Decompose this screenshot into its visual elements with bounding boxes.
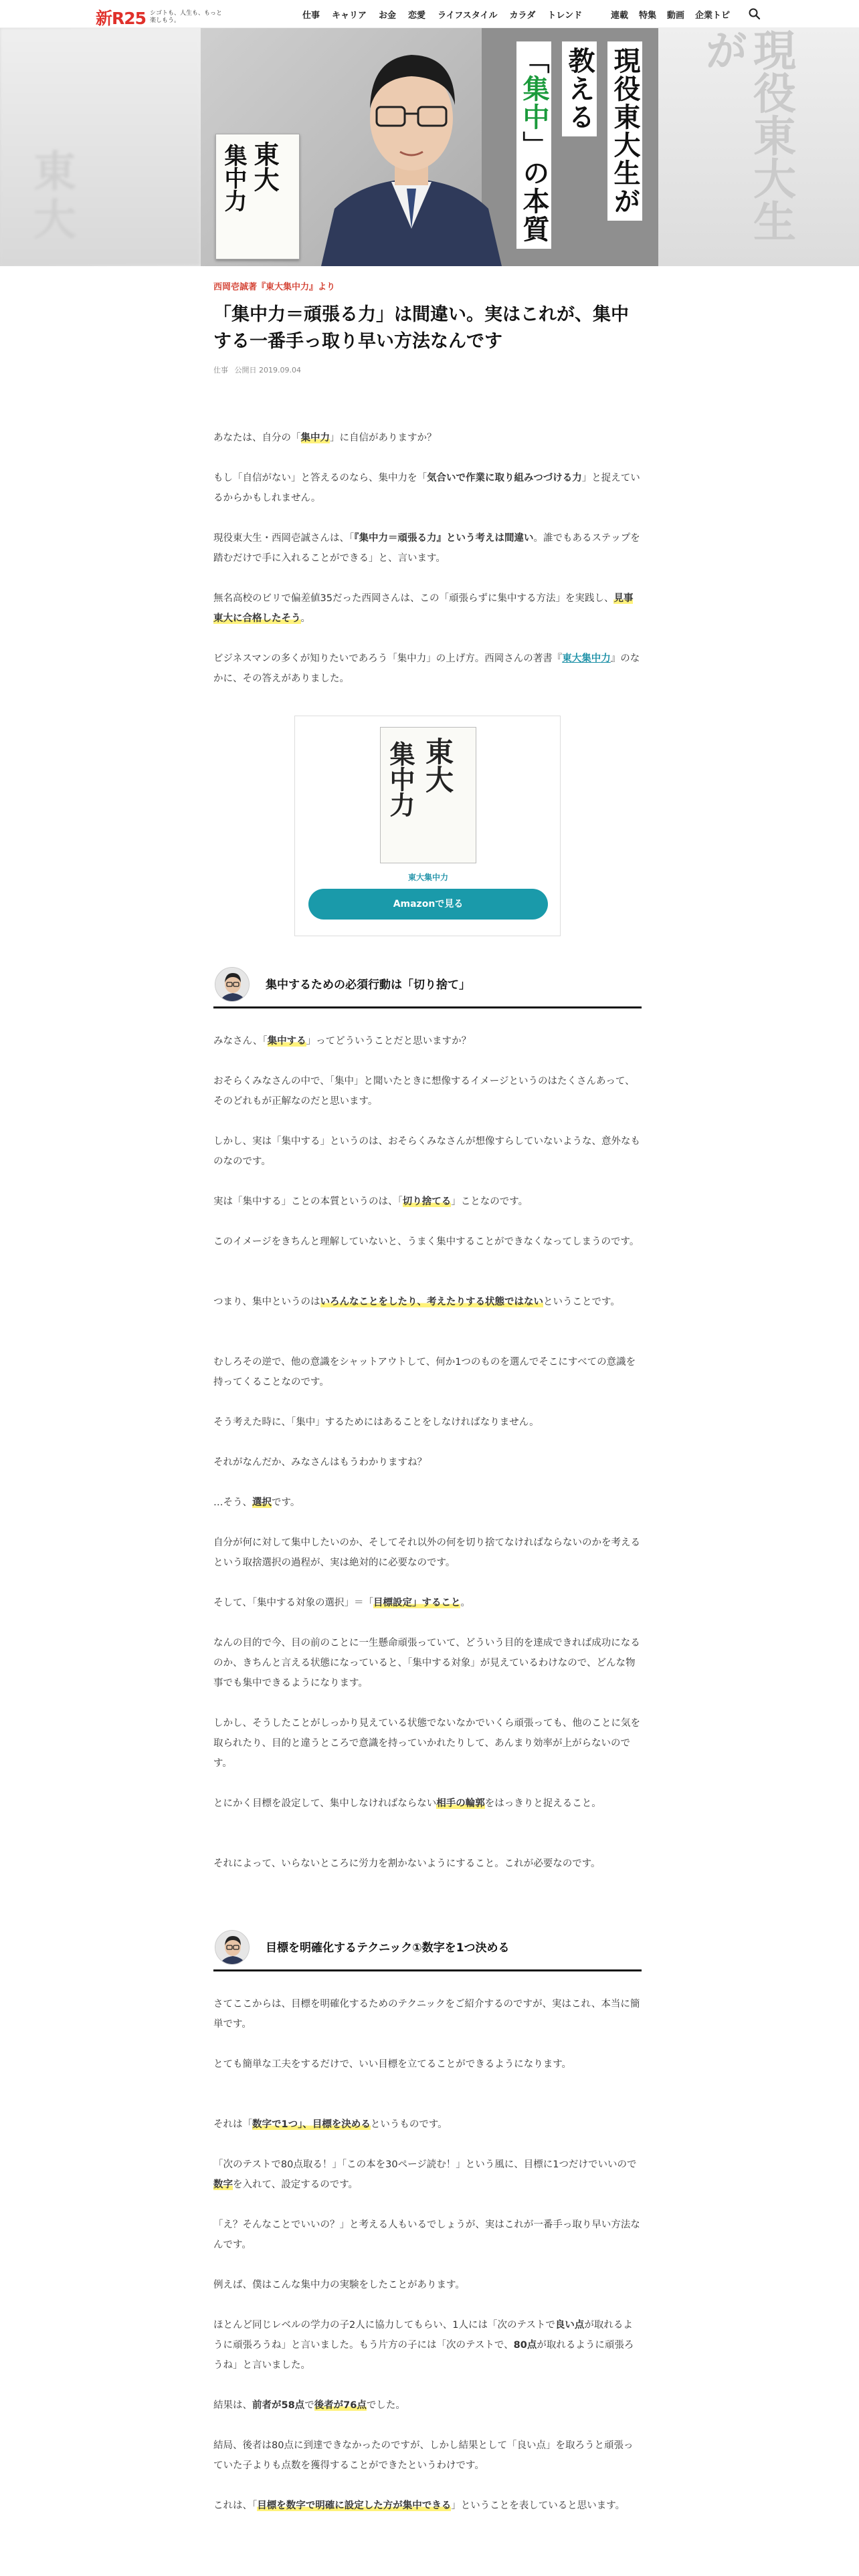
highlight-text: 目標設定」すること: [373, 1598, 461, 1608]
hero-image: [0, 28, 859, 266]
publish-date: 公開日 2019.09.04: [234, 366, 301, 374]
nav-item-5[interactable]: カラダ: [509, 11, 536, 21]
nav-item-secondary-0[interactable]: 連載: [611, 11, 629, 21]
body-paragraph: 結局、後者は80点に到達できなかったのですが、しかし結果として「良い点」を取ろうと頑張っていた子よりも点数を獲得することができたというわけです。: [213, 2440, 634, 2471]
hero-title-accent: 集中: [518, 75, 549, 131]
hero-book-cover: [215, 134, 300, 259]
article-body: [213, 428, 642, 2576]
hero-title-line: 現役東大生が: [607, 41, 642, 221]
hero-title-line: 教える: [562, 41, 597, 136]
body-paragraph: 「次のテストで80点取る！」「この本を30ページ読む！」という風に、目標に1つだけでいいので数字を入れて、設定するのです。: [213, 2159, 637, 2190]
hero-title-line: 「集中」の本質: [516, 41, 551, 249]
body-paragraph: 現役東大生・西岡壱誠さんは、「『集中力＝頑張る力』という考えは間違い。誰でもあるステップを踏むだけで手に入れることができる」と、言います。: [213, 533, 640, 564]
hero-photo: [201, 28, 658, 266]
site-logo[interactable]: [96, 5, 223, 29]
article-category[interactable]: 仕事: [213, 366, 228, 374]
body-paragraph: そして、「集中する対象の選択」＝「目標設定」すること。: [213, 1598, 470, 1608]
body-paragraph: しかし、そうしたことがしっかり見えている状態でないなかでいくら頑張っても、他のことに気を取られたり、目的と違うところで意識を持っていかれたりして、あんまり効率が上がらないのです。: [213, 1718, 640, 1769]
person-illustration: [301, 28, 522, 266]
body-paragraph: ほとんど同じレベルの学力の子2人に協力してもらい、1人には「次のテストで良い点が取れるように頑張ろうね」と言いました。もう片方の子には「次のテストで、80点が取れるように頑張ろうね」と言いました。: [213, 2320, 634, 2371]
nav-item-secondary-2[interactable]: 動画: [667, 11, 685, 21]
search-icon[interactable]: [748, 7, 761, 21]
nav-item-secondary-1[interactable]: 特集: [639, 11, 657, 21]
body-paragraph: おそらくみなさんの中で、「集中」と聞いたときに想像するイメージというのはたくさんあって、そのどれもが正解なのだと思います。: [213, 1076, 635, 1107]
body-paragraph: とにかく目標を設定して、集中しなければならない相手の輪郭をはっきりと捉えること。: [213, 1798, 601, 1809]
nav-item-0[interactable]: 仕事: [302, 11, 320, 21]
site-header: [0, 0, 859, 28]
nav-item-3[interactable]: 恋愛: [408, 11, 426, 21]
article-meta: [213, 364, 642, 375]
highlight-text: 相手の輪郭: [436, 1798, 485, 1809]
section-header: [213, 1921, 642, 1971]
body-paragraph: つまり、集中というのはいろんなことをしたり、考えたりする状態ではないということです。: [213, 1297, 620, 1307]
author-avatar: [215, 1930, 250, 1965]
highlight-text: 選択: [252, 1497, 272, 1508]
hero-ghost-text: 東大: [33, 148, 76, 245]
book-cover[interactable]: [380, 727, 476, 863]
section-heading: 集中するための必須行動は「切り捨て」: [266, 978, 470, 992]
highlight-text: 数字で1つ」、目標を決める: [252, 2119, 371, 2130]
body-paragraph: むしろその逆で、他の意識をシャットアウトして、何か1つのものを選んでそこにすべての意識を持ってくることなのです。: [213, 1357, 636, 1388]
logo-tagline: シゴトも、人生も、もっと楽しもう。: [150, 10, 223, 24]
body-paragraph: …そう、選択です。: [213, 1497, 300, 1508]
bold-text: 『集中力＝頑張る力』という考えは間違い: [354, 533, 534, 544]
body-paragraph: 例えば、僕はこんな集中力の実験をしたことがあります。: [213, 2280, 465, 2290]
bold-text: 気合いで作業に取り組みつづける力: [427, 473, 582, 484]
body-paragraph: 「え？そんなことでいいの？」と考える人もいるでしょうが、実はこれが一番手っ取り早い方法なんです。: [213, 2220, 640, 2250]
nav-item-2[interactable]: お金: [379, 11, 397, 21]
highlight-text: 目標を数字で明確に設定した方が集中できる: [257, 2500, 452, 2511]
body-paragraph: とても簡単な工夫をするだけで、いい目標を立てることができるようになります。: [213, 2059, 572, 2070]
body-paragraph: しかし、実は「集中する」というのは、おそらくみなさんが想像すらしていないような、意外なものなのです。: [213, 1136, 640, 1167]
highlight-text: 見事東大に合格したそう: [213, 593, 634, 624]
nav-item-secondary-3[interactable]: 企業トピ: [695, 11, 731, 21]
body-paragraph: 無名高校のビリで偏差値35だった西岡さんは、この「頑張らずに集中する方法」を実践し、見事東大に合格したそう。: [213, 593, 634, 624]
bold-text: 80点: [513, 2340, 537, 2351]
body-paragraph: さてここからは、目標を明確化するためのテクニックをご紹介するのですが、実はこれ、本当に簡単です。: [213, 1999, 640, 2030]
hero-ghost-text: 現役東大生が: [698, 28, 795, 242]
section-heading: 目標を明確化するテクニック①数字を1つ決める: [266, 1941, 510, 1955]
nav-item-1[interactable]: キャリア: [332, 11, 367, 21]
book-link[interactable]: 東大集中力: [562, 653, 611, 664]
book-cover-title: 集中力: [385, 741, 415, 817]
highlight-text: 集中する: [267, 1036, 306, 1047]
hero-book-title: 集中力: [220, 144, 247, 212]
body-paragraph: ビジネスマンの多くが知りたいであろう「集中力」の上げ方。西岡さんの著書『東大集中力』のなかに、その答えがありました。: [213, 653, 640, 684]
section-header: [213, 958, 642, 1008]
book-name[interactable]: 東大集中力: [407, 873, 448, 882]
body-paragraph: このイメージをきちんと理解していないと、うまく集中することができなくなってしまうのです。: [213, 1237, 640, 1247]
article-source[interactable]: 西岡壱誠著『東大集中力』より: [213, 282, 336, 292]
body-paragraph: もし「自信がない」と答えるのなら、集中力を「気合いで作業に取り組みつづける力」と捉えているからかもしれません。: [213, 473, 640, 504]
main-nav: [302, 8, 582, 21]
book-cover-title: 東大: [421, 737, 454, 793]
body-paragraph: それがなんだか、みなさんはもうわかりますね？: [213, 1457, 427, 1468]
amazon-button[interactable]: Amazonで見る: [308, 889, 548, 920]
secondary-nav: [611, 8, 730, 21]
hero-blur-right: [658, 28, 859, 266]
highlight-text: 集中力: [300, 433, 330, 443]
hero-blur-left: [0, 28, 201, 266]
article-title: 「集中力＝頑張る力」は間違い。実はこれが、集中する一番手っ取り早い方法なんです: [213, 304, 629, 352]
book-card: [294, 716, 561, 936]
body-paragraph: 結果は、前者が58点で後者が76点でした。: [213, 2400, 405, 2411]
author-avatar: [215, 967, 250, 1002]
body-paragraph: それは「数字で1つ」、目標を決めるというものです。: [213, 2119, 448, 2130]
body-paragraph: あなたは、自分の「集中力」に自信がありますか？: [213, 433, 437, 443]
body-paragraph: 実は「集中する」ことの本質というのは、「切り捨てる」ことなのです。: [213, 1196, 529, 1207]
body-paragraph: そう考えた時に、「集中」するためにはあることをしなければなりません。: [213, 1417, 539, 1428]
body-paragraph: なんの目的で今、目の前のことに一生懸命頑張っていて、どういう目的を達成できれば成功になるのか、きちんと言える状態になっていると、「集中する対象」が見えているわけなので、どんな物事でも集中できるようになります。: [213, 1638, 640, 1689]
nav-item-4[interactable]: ライフスタイル: [438, 11, 498, 21]
hero-book-title: 東大: [250, 141, 279, 192]
logo-text: 新R25: [96, 9, 147, 28]
bold-text: 前者が58点: [252, 2400, 305, 2411]
body-paragraph: みなさん、「集中する」ってどういうことだと思いますか？: [213, 1036, 472, 1047]
nav-item-6[interactable]: トレンド: [547, 11, 583, 21]
highlight-text: 後者が76点: [314, 2400, 367, 2411]
highlight-text: 切り捨てる: [402, 1196, 452, 1207]
body-paragraph: 自分が何に対して集中したいのか、そしてそれ以外の何を切り捨てなければならないのかを考えるという取捨選択の過程が、実は絶対的に必要なのです。: [213, 1537, 640, 1568]
article: [213, 266, 642, 375]
body-paragraph: それによって、いらないところに労力を割かないようにすること。これが必要なのです。: [213, 1858, 601, 1869]
bold-text: 良い点: [555, 2320, 585, 2331]
highlight-text: 数字: [213, 2179, 233, 2190]
body-paragraph: これは、「目標を数字で明確に設定した方が集中できる」ということを表していると思います。: [213, 2500, 626, 2511]
highlight-text: いろんなことをしたり、考えたりする状態ではない: [320, 1297, 543, 1307]
